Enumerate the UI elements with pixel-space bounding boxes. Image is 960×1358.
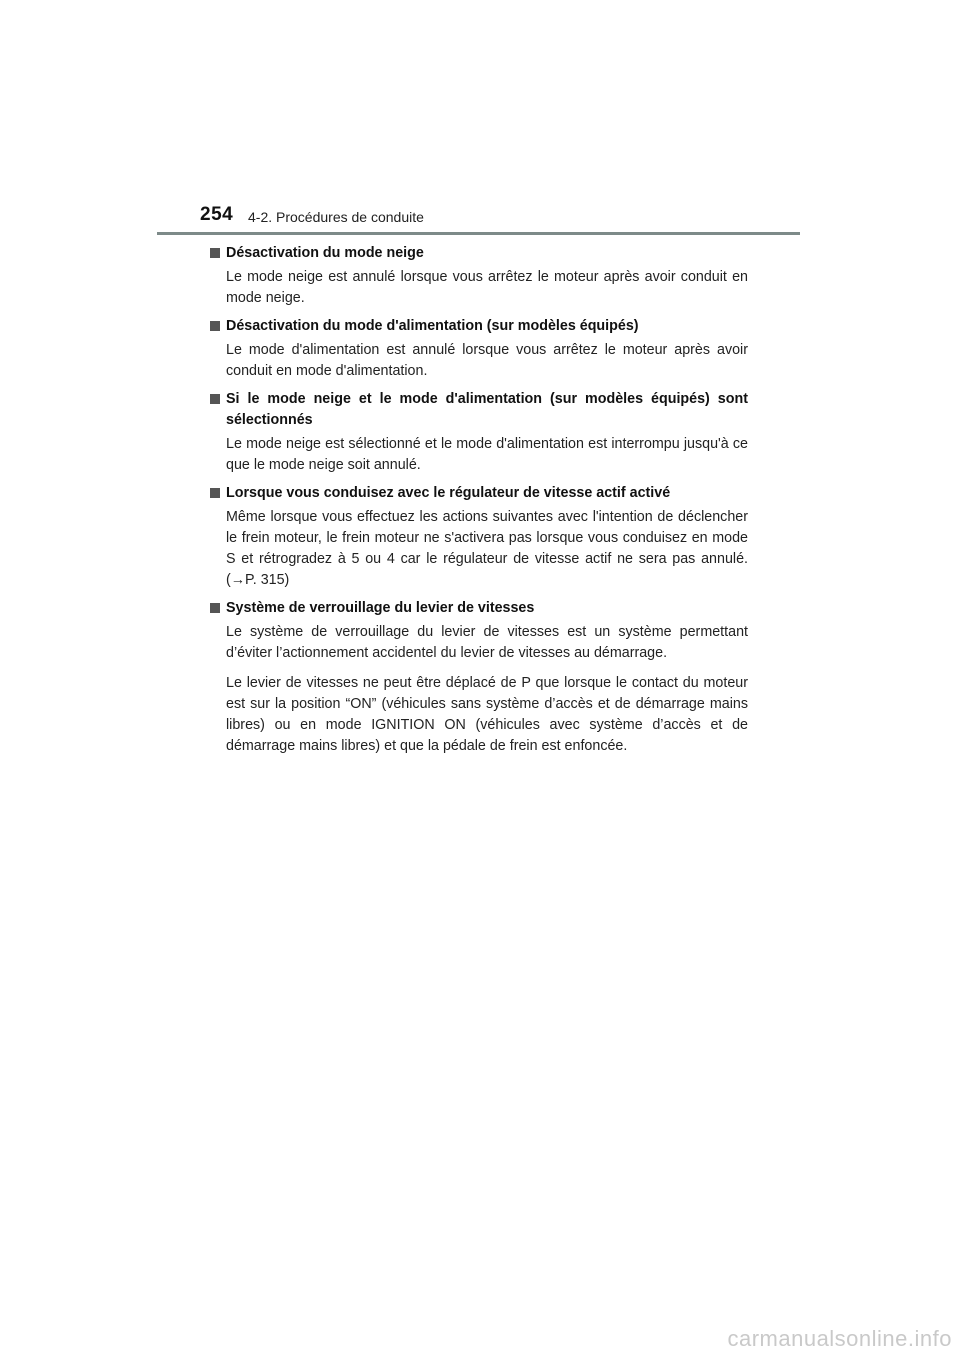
section-heading xyxy=(210,243,748,264)
section-title: 4-2. Procédures de conduite xyxy=(248,209,424,225)
page-content xyxy=(210,243,748,764)
page-header xyxy=(200,204,800,234)
section-heading-text: Désactivation du mode d'alimentation (sur modèles équipés) xyxy=(226,318,639,334)
section-heading xyxy=(210,483,748,504)
section-shift-lock xyxy=(210,598,748,757)
section-heading xyxy=(210,598,748,619)
page-number: 254 xyxy=(200,204,234,225)
section-snow-mode-off xyxy=(210,243,748,309)
section-heading xyxy=(210,316,748,337)
section-both-modes-selected xyxy=(210,389,748,476)
section-paragraph: Le mode d'alimentation est annulé lorsque vous arrêtez le moteur après avoir conduit en mode d'alimentation. xyxy=(226,342,748,379)
square-bullet-icon xyxy=(210,603,220,613)
square-bullet-icon xyxy=(210,488,220,498)
section-heading xyxy=(210,389,748,431)
section-paragraph: Le mode neige est sélectionné et le mode d'alimentation est interrompu jusqu'à ce que le mode neige soit annulé. xyxy=(226,436,748,473)
section-heading-text: Système de verrouillage du levier de vitesses xyxy=(226,600,535,616)
square-bullet-icon xyxy=(210,321,220,331)
section-power-mode-off xyxy=(210,316,748,382)
section-heading-text: Lorsque vous conduisez avec le régulateur de vitesse actif activé xyxy=(226,485,671,501)
section-paragraph: Le système de verrouillage du levier de vitesses est un système permettant d’éviter l’actionnement accidentel du levier de vitesses au démarrage. xyxy=(226,624,748,661)
section-cruise-control xyxy=(210,483,748,591)
watermark: carmanualsonline.info xyxy=(727,1326,952,1351)
square-bullet-icon xyxy=(210,394,220,404)
section-paragraph: Le mode neige est annulé lorsque vous arrêtez le moteur après avoir conduit en mode neige. xyxy=(226,269,748,306)
section-paragraph: Le levier de vitesses ne peut être déplacé de P que lorsque le contact du moteur est sur la position “ON” (véhicules sans système d’accès et de démarrage mains libres) ou en mode IGNITION ON (véhicules avec système d’accès et de démarrage mains libres) et que la pédale de frein est enfoncée. xyxy=(226,675,748,754)
header-rule xyxy=(157,232,800,235)
section-heading-text: Désactivation du mode neige xyxy=(226,245,424,261)
section-heading-text: Si le mode neige et le mode d'alimentation (sur modèles équipés) sont sélectionnés xyxy=(226,391,748,428)
section-paragraph: Même lorsque vous effectuez les actions suivantes avec l'intention de déclencher le frein moteur, le frein moteur ne s'activera pas lorsque vous conduisez en mode S et rétrogradez à 5 ou 4 car le régulateur de vitesse actif ne sera pas annulé. (→P. 315) xyxy=(226,509,748,588)
square-bullet-icon xyxy=(210,248,220,258)
